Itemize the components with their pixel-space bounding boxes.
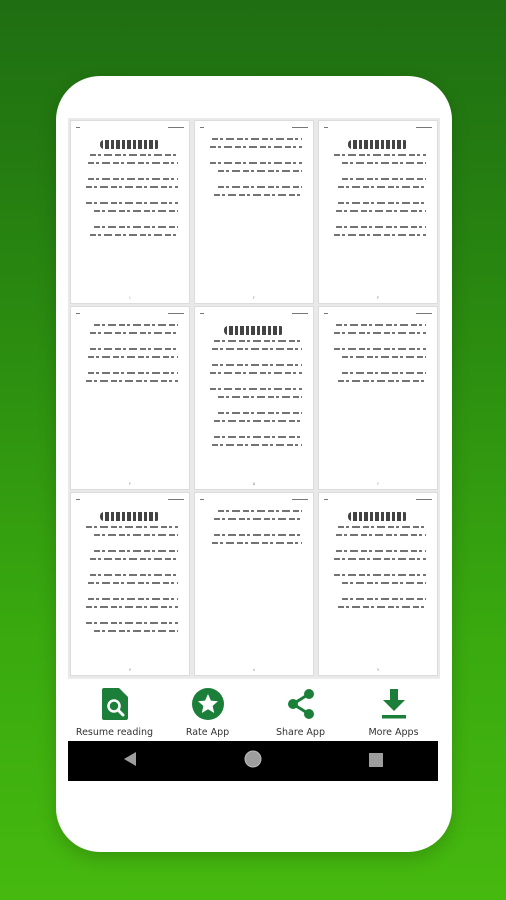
more-apps-button[interactable] (354, 679, 434, 738)
poem-line (336, 324, 426, 326)
poem-text-lines (330, 154, 426, 250)
poem-line (214, 420, 302, 422)
poem-line (86, 622, 178, 624)
poem-line (94, 534, 178, 536)
nav-back-button[interactable] (110, 741, 150, 781)
poem-line (218, 412, 302, 414)
poem-line (90, 332, 178, 334)
poem-stanza (82, 154, 178, 164)
poem-title-script (204, 320, 304, 340)
poem-line (212, 138, 302, 140)
poem-line (90, 574, 178, 576)
page-header-marks (76, 124, 184, 130)
poem-line (218, 510, 302, 512)
poem-line (334, 348, 426, 350)
poem-stanza (330, 550, 426, 560)
page-header-marks (324, 310, 432, 316)
poem-line (334, 332, 426, 334)
poem-line (334, 234, 426, 236)
page-header-marks (200, 496, 308, 502)
share-app-button[interactable] (261, 679, 341, 738)
poem-line (88, 356, 178, 358)
poem-line (88, 372, 178, 374)
poem-title-script (328, 506, 428, 526)
poem-line (214, 534, 302, 536)
poem-text-lines (206, 510, 302, 558)
nav-recents-button[interactable] (356, 741, 396, 781)
recents-icon (369, 752, 383, 771)
page-thumbnail[interactable] (318, 120, 438, 304)
poem-stanza (82, 372, 178, 382)
page-header-marks (324, 496, 432, 502)
app-screen (68, 118, 440, 708)
bottom-action-bar (68, 678, 440, 743)
poem-stanza (330, 178, 426, 188)
poem-line (336, 210, 426, 212)
poem-line (334, 558, 426, 560)
back-icon (123, 751, 137, 771)
poem-title-script (328, 134, 428, 154)
poem-stanza (206, 138, 302, 148)
page-thumbnail[interactable] (70, 492, 190, 676)
poem-line (90, 234, 178, 236)
poem-stanza (330, 372, 426, 382)
poem-text-lines (82, 324, 178, 396)
poem-line (214, 194, 302, 196)
page-number: ۶ (376, 481, 380, 486)
poem-line (338, 606, 426, 608)
poem-line (212, 348, 302, 350)
poem-stanza (206, 510, 302, 520)
page-thumbnail[interactable] (318, 492, 438, 676)
poem-title-script (80, 134, 180, 154)
poem-line (94, 550, 178, 552)
poem-text-lines (206, 340, 302, 460)
poem-line (338, 186, 426, 188)
poem-line (214, 340, 302, 342)
poem-stanza (206, 186, 302, 196)
page-number: ۷ (128, 667, 132, 672)
page-thumbnail[interactable] (194, 492, 314, 676)
poem-line (212, 542, 302, 544)
more-apps-label: More Apps (368, 727, 419, 738)
poem-stanza (330, 154, 426, 164)
rate-app-button[interactable] (168, 679, 248, 738)
android-nav-bar (68, 741, 438, 781)
poem-stanza (206, 412, 302, 422)
poem-stanza (206, 162, 302, 172)
poem-stanza (330, 598, 426, 608)
page-header-marks (200, 310, 308, 316)
poem-line (88, 162, 178, 164)
page-thumbnail[interactable] (194, 306, 314, 490)
page-header-marks (324, 124, 432, 130)
page-thumbnail[interactable] (194, 120, 314, 304)
poem-stanza (330, 324, 426, 334)
poem-stanza (330, 574, 426, 584)
poem-stanza (82, 574, 178, 584)
poem-line (336, 226, 426, 228)
download-icon (377, 687, 411, 721)
poem-line (334, 574, 426, 576)
poem-line (90, 558, 178, 560)
home-icon (244, 750, 262, 772)
poem-title-script (80, 506, 180, 526)
page-number: ۵ (252, 481, 256, 486)
poem-line (342, 178, 426, 180)
poem-line (336, 534, 426, 536)
resume-reading-label: Resume reading (75, 727, 154, 738)
poem-line (88, 598, 178, 600)
page-number: ۱ (128, 295, 132, 300)
page-thumbnail[interactable] (70, 306, 190, 490)
poem-line (94, 226, 178, 228)
poem-text-lines (82, 526, 178, 646)
poem-stanza (82, 550, 178, 560)
poem-line (210, 162, 302, 164)
poem-line (86, 202, 178, 204)
page-header-marks (200, 124, 308, 130)
poem-line (212, 364, 302, 366)
poem-line (210, 146, 302, 148)
page-number: ۸ (252, 667, 256, 672)
page-thumbnail[interactable] (318, 306, 438, 490)
poem-stanza (82, 598, 178, 608)
poem-stanza (330, 526, 426, 536)
poem-stanza (206, 436, 302, 446)
poem-stanza (206, 340, 302, 350)
poem-stanza (330, 348, 426, 358)
share-icon (284, 687, 318, 721)
poem-stanza (82, 324, 178, 334)
page-number: ۹ (376, 667, 380, 672)
share-app-label: Share App (276, 727, 325, 738)
poem-line (88, 178, 178, 180)
poem-line (214, 436, 302, 438)
poem-stanza (82, 226, 178, 236)
poem-stanza (82, 202, 178, 212)
poem-stanza (82, 526, 178, 536)
poem-line (218, 396, 302, 398)
poem-stanza (82, 348, 178, 358)
poem-stanza (206, 388, 302, 398)
poem-line (212, 444, 302, 446)
poem-line (86, 526, 178, 528)
poem-line (90, 154, 178, 156)
poem-text-lines (206, 138, 302, 210)
page-thumbnail[interactable] (70, 120, 190, 304)
poem-line (86, 186, 178, 188)
resume-reading-icon (98, 687, 132, 721)
poem-stanza (206, 364, 302, 374)
poem-text-lines (82, 154, 178, 250)
page-number: ۴ (128, 481, 132, 486)
poem-text-lines (330, 526, 426, 622)
poem-line (214, 518, 302, 520)
poem-line (210, 372, 302, 374)
page-number: ۳ (376, 295, 380, 300)
rate-app-label: Rate App (185, 727, 230, 738)
poem-line (94, 210, 178, 212)
poem-line (86, 380, 178, 382)
poem-line (218, 186, 302, 188)
poem-line (342, 162, 426, 164)
poem-line (94, 630, 178, 632)
poem-line (342, 372, 426, 374)
page-header-marks (76, 310, 184, 316)
poem-stanza (330, 202, 426, 212)
poem-line (94, 324, 178, 326)
poem-line (88, 582, 178, 584)
poem-line (334, 154, 426, 156)
poem-stanza (82, 622, 178, 632)
poem-stanza (330, 226, 426, 236)
poem-text-lines (330, 324, 426, 396)
page-thumbnail-grid (68, 118, 440, 678)
poem-line (86, 606, 178, 608)
poem-line (342, 582, 426, 584)
poem-line (218, 170, 302, 172)
poem-line (210, 388, 302, 390)
page-header-marks (76, 496, 184, 502)
poem-line (338, 202, 426, 204)
poem-stanza (206, 534, 302, 544)
poem-stanza (82, 178, 178, 188)
poem-line (90, 348, 178, 350)
poem-line (338, 526, 426, 528)
poem-line (342, 356, 426, 358)
poem-line (336, 550, 426, 552)
poem-line (342, 598, 426, 600)
page-number: ۲ (252, 295, 256, 300)
resume-reading-button[interactable] (75, 679, 155, 738)
poem-line (338, 380, 426, 382)
star-icon (191, 687, 225, 721)
nav-home-button[interactable] (233, 741, 273, 781)
